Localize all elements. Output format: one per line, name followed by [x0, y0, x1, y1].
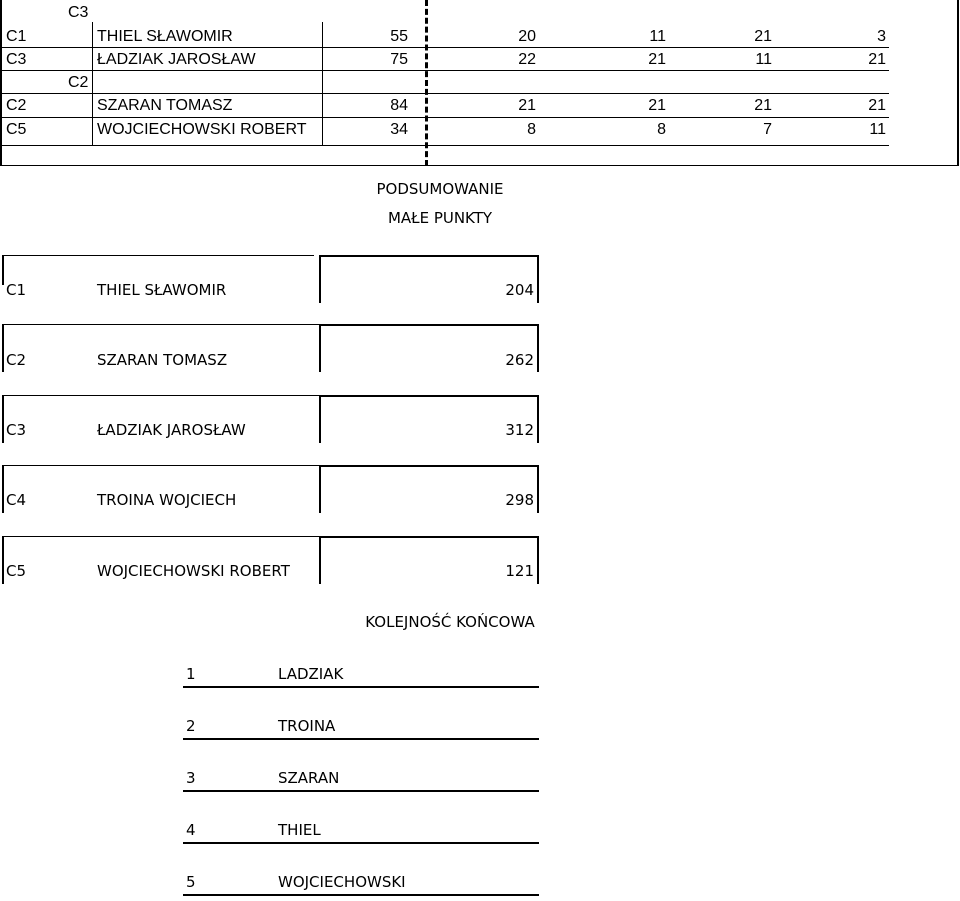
row-name: WOJCIECHOWSKI ROBERT: [97, 562, 290, 580]
row-v3: 7: [763, 121, 772, 138]
row-v3: 11: [755, 51, 772, 68]
cell-border: [319, 255, 539, 257]
row-v4: 11: [869, 121, 886, 138]
underline: [183, 686, 539, 688]
cell-border: [319, 395, 539, 397]
cell-border: [2, 465, 320, 466]
row-v4: 3: [877, 28, 886, 45]
cell-border: [319, 465, 539, 467]
row-points: 262: [505, 351, 534, 369]
row-v4: 21: [868, 97, 886, 114]
row-name: ŁADZIAK JAROSŁAW: [97, 51, 256, 68]
row-v3: 21: [754, 97, 772, 114]
row-points: 204: [505, 281, 534, 299]
cell-border: [537, 395, 539, 443]
place-name: SZARAN: [278, 769, 340, 787]
row-name: THIEL SŁAWOMIR: [97, 281, 227, 299]
row-separator: [2, 70, 889, 71]
top-left-border: [0, 0, 2, 166]
cell-border: [2, 324, 4, 372]
place-name: WOJCIECHOWSKI: [278, 873, 406, 891]
underline: [183, 842, 539, 844]
row-v2: 8: [657, 121, 666, 138]
cell-border: [2, 255, 4, 285]
row-total: 55: [390, 28, 408, 45]
col-divider-total: [322, 22, 323, 146]
row-v1: 8: [527, 121, 536, 138]
row-v2: 21: [648, 97, 666, 114]
row-code: C2: [6, 97, 27, 114]
row-v1: 20: [518, 28, 536, 45]
row-v2: 21: [648, 51, 666, 68]
row-total: 84: [390, 97, 408, 114]
row-total: 34: [390, 121, 408, 138]
row-separator: [2, 117, 889, 118]
cell-border: [319, 255, 321, 303]
row-total: 75: [390, 51, 408, 68]
cell-border: [319, 465, 321, 513]
cell-border: [537, 255, 539, 303]
row-separator: [2, 93, 889, 94]
row-name: SZARAN TOMASZ: [97, 97, 233, 114]
cell-border: [2, 324, 320, 325]
cell-border: [537, 465, 539, 513]
place-name: TROINA: [278, 717, 336, 735]
row-v3: 21: [754, 28, 772, 45]
row-v1: 21: [518, 97, 536, 114]
group-label: C2: [68, 74, 89, 91]
row-separator: [2, 145, 889, 146]
row-code: C5: [6, 562, 27, 580]
row-v4: 21: [868, 51, 886, 68]
row-code: C3: [6, 51, 27, 68]
row-code: C4: [6, 491, 27, 509]
underline: [183, 738, 539, 740]
row-code: C1: [6, 281, 27, 299]
row-points: 298: [505, 491, 534, 509]
cell-border: [2, 395, 4, 443]
place-number: 2: [186, 717, 196, 735]
row-points: 121: [505, 562, 534, 580]
row-v2: 11: [649, 28, 666, 45]
cell-border: [319, 324, 321, 372]
summary-title: PODSUMOWANIE: [376, 180, 504, 198]
row-v1: 22: [518, 51, 536, 68]
cell-border: [2, 255, 314, 256]
row-name: THIEL SŁAWOMIR: [97, 28, 233, 45]
cell-border: [537, 324, 539, 372]
row-name: WOJCIECHOWSKI ROBERT: [97, 121, 307, 138]
group-label: C3: [68, 4, 89, 21]
col-divider-name: [92, 22, 93, 146]
place-number: 5: [186, 873, 196, 891]
cell-border: [2, 395, 320, 396]
top-bottom-border: [0, 165, 959, 166]
place-number: 3: [186, 769, 196, 787]
row-code: C1: [6, 28, 27, 45]
cell-border: [2, 536, 4, 584]
place-name: LADZIAK: [278, 665, 344, 683]
cell-border: [319, 395, 321, 443]
row-name: ŁADZIAK JAROSŁAW: [97, 421, 246, 439]
row-code: C3: [6, 421, 27, 439]
row-name: SZARAN TOMASZ: [97, 351, 228, 369]
cell-border: [319, 324, 539, 326]
cell-border: [319, 536, 321, 584]
row-points: 312: [505, 421, 534, 439]
cell-border: [2, 465, 4, 513]
final-title: KOLEJNOŚĆ KOŃCOWA: [365, 613, 535, 631]
dashed-divider: [425, 0, 428, 166]
place-name: THIEL: [278, 821, 321, 839]
summary-subtitle: MAŁE PUNKTY: [387, 209, 493, 227]
underline: [183, 790, 539, 792]
cell-border: [537, 536, 539, 584]
cell-border: [319, 536, 539, 538]
row-code: C5: [6, 121, 27, 138]
row-code: C2: [6, 351, 27, 369]
place-number: 4: [186, 821, 196, 839]
place-number: 1: [186, 665, 196, 683]
cell-border: [2, 536, 320, 537]
row-separator: [2, 47, 889, 48]
top-right-border: [957, 0, 959, 166]
row-name: TROINA WOJCIECH: [97, 491, 237, 509]
underline: [183, 894, 539, 896]
